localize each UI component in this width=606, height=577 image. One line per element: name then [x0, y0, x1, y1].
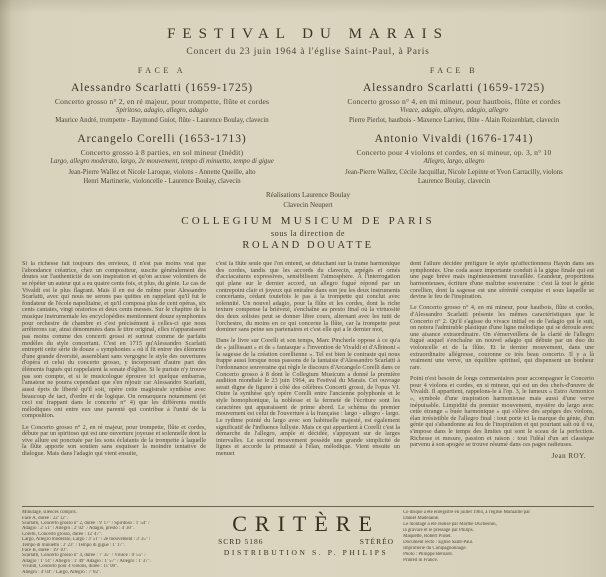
work-performers — [314, 117, 594, 126]
footer-section — [22, 506, 594, 575]
composer-name: Antonio Vivaldi (1676-1741) — [374, 133, 534, 146]
faces-section — [22, 66, 594, 186]
liner-notes-column-2 — [216, 261, 400, 518]
liner-notes-paragraph: Si la richesse fait toujours des envieux, il n'est pas moins vrai que l'abondance créatrice, chez un compositeur, suscite généralement des doutes sur l'authenticité de son inspiration et qu'on accuse volontiers de se répéter un auteur qui a eu quatre cents fois, et plus, du génie. Le cas de Vivaldi est le plus flagrant. Mais il en est de même pour Alessandro Scarlatti, avec qui nous ne serons pas quittes en rappelant qu'il fut le fondateur de l'école napolitaine, et qu'il composa plus de cent opéras, six cents cantates, vingt oratorios et deux cents messes. Sur le chapitre de la musique instrumentale les encyclopédies mentionnent douze symphonies pour orchestre de chambre et c'est précisément à celles-ci que nous arrêterons car, ainsi dénommées dans le titre original, elles n'apparaissent pas moins comme des concerti grossi et surtout comme de parfaits modèles du style concertant. C'est en 1715 qu'Alessandro Scarlatti entreprit cette série de douze « symphonies » où il fit entrer des éléments d'une grande diversité, assemblant sans vergogne le style des ouvertures d'opéra et celui du concerto grosso, y incorporant d'autre part des éléments fugués qui rappelaient la sonate d'église. Si le puriste n'y trouve pas son compte, et si le musicologue éprouve ici quelque embarras, l'amateur ne pourra cependant que s'en réjouir car Alessandro Scarlatti, aussi épris de liberté qu'il soit, opère cette magistrale synthèse avec beaucoup de tact, d'ordre et de logique. On remarquera notamment (et ceci est frappant dans le concerto n° 4) que les différents motifs mélodiques ont entre eux une parenté qui contribue à l'unité de la composition. — [22, 261, 206, 420]
ensemble-block — [22, 215, 594, 251]
work-movements: Allegro, largo, allegro — [423, 158, 485, 166]
work-description: Concerto grosso n° 2, en ré majeur, pour trompette, flûte et cordes — [54, 97, 270, 106]
liner-notes-paragraph: dont l'allure décidée préfigure le style qu'affectionnera Haydn dans ses symphonies. Une coda assez importante conduit à la gigue finale qui est une page brève mais ingénieusement travaillée. Grandeur, proportions harmonieuses, écriture d'une maîtrise souveraine : c'est là tout le génie corellien, dont la sagesse est une sérénité conquise et sous laquelle se devine le feu de l'inspiration. — [410, 261, 594, 301]
realisations-block — [22, 191, 594, 211]
conductor-name: ROLAND DOUATTE — [242, 240, 374, 252]
timing-line: Scarlatti, Concerto grosso n° 2, durée : 9' 17" / Spiritoso : 1' 54" / — [22, 521, 150, 527]
distribution-line: DISTRIBUTION S. P. PHILIPS — [223, 548, 389, 558]
production-credits — [403, 510, 594, 564]
credit-line: Maquette, Robert Pinset. — [403, 534, 452, 540]
work-description: Concerto pour 4 violons et cordes, en si mineur, op. 3, n° 10 — [356, 148, 552, 158]
timing-line: Face A, durée : 22' 12". — [22, 515, 68, 521]
credit-line: Printed in France. — [403, 558, 438, 564]
timing-line: Vivaldi, Concerto pour 4 violons, durée : 11' 00". — [22, 564, 119, 570]
work-performers — [22, 169, 302, 187]
timing-line: Adagio : 2' 51" / Allegro : 2' 02" / Adagio, presto : 4' 30". — [22, 526, 135, 532]
author-signature: Jean ROY. — [551, 452, 586, 461]
album-title: FESTIVAL DU MARAIS — [167, 26, 449, 42]
work-corelli — [22, 133, 302, 186]
work-movements: Vivace, adagio, allegro, adagio, allegro — [399, 107, 509, 114]
performer-line: Jean-Pierre Wallez, Cécile Jacquillat, Nicole Lepinte et Yvon Carracilly, violons — [345, 168, 563, 176]
face-b-section — [314, 66, 594, 186]
timing-line: Adagio : 1' 14" / Allegro : 1' 49" Adagio : 1' 57" / Allegro : 1' 37". — [22, 558, 151, 564]
performer-line: Henri Martinerie, violoncelle - Laurence Boulay, clavecin — [83, 177, 241, 185]
credit-line: Document recto : Église Saint-Paul. — [403, 540, 474, 546]
work-description: Concerto grosso n° 4, en mi mineur, pour hautbois, flûte et cordes — [347, 97, 561, 106]
face-b-label: FACE B — [429, 66, 479, 75]
liner-notes-paragraph: Le Concerto grosso n° 4, en mi mineur, pour hautbois, flûte et cordes, d'Alessandro Scarlatti présente les mêmes caractéristiques que le Concerto n° 2. Qu'il s'agisse du vivace initial ou de l'adagio qui le suit, on notera l'admirable plastique d'une ligne mélodique qui se déroule avec une aisance extraordinaire. On s'émerveillera de la clarté de l'allegro fugué auquel s'enchaîne un nouvel adagio qui débute par un duo du violoncelle et de la flûte. Et le dernier mouvement, dans une extraordinaire allégresse, couronne ce très beau concerto. Il y a là vraiment une verve, un équilibre spirituel, qui dispensent un bonheur rare. — [410, 304, 594, 371]
liner-notes-paragraph: Le Concerto grosso n° 2, en ré majeur, pour trompette, flûte et cordes, débute par un spiritoso qui est une ouverture joyeuse et solennelle dont la vive allure est ponctuée par les sons éclatants de la trompette à laquelle la flûte apporte son soutien sans esquisser la moindre tentative de dialogue. Mais dans l'adagio qui vient ensuite, — [22, 423, 206, 458]
timing-line: Tempo di minuetto : 2' 23" / Tempo di gigue : 1' 17". — [22, 542, 126, 548]
realisations-line: Réalisations Laurence Boulay — [266, 191, 350, 200]
liner-notes-column-3 — [410, 261, 594, 518]
work-movements: Largo, allegro moderato, largo, 2e mouvement, tempo di minuetto, tempo di gigue — [50, 158, 274, 166]
credit-line: Ce disque a été enregistré en juillet 1964, à l'église Mutualité par — [403, 510, 531, 516]
catalog-number: SCRD 5186 — [218, 537, 264, 547]
timing-line: Minutage, silences compris. — [22, 510, 77, 516]
ensemble-direction-label: sous la direction de — [271, 229, 345, 239]
ensemble-name: COLLEGIUM MUSICUM DE PARIS — [181, 215, 435, 228]
credit-line: Daniel Madelaine. — [403, 516, 440, 522]
liner-notes — [22, 261, 594, 518]
concert-subtitle: Concert du 23 juin 1964 à l'église Saint-Paul, à Paris — [186, 47, 430, 57]
work-performers — [22, 117, 302, 126]
timing-line: Scarlatti, Concerto grosso n° 4, durée : 7' 35" / Vivace : 0' 55" / — [22, 553, 146, 559]
work-vivaldi — [314, 133, 594, 186]
composer-name: Alessandro Scarlatti (1659-1725) — [362, 82, 546, 94]
liner-notes-paragraph: Dans le livre sur Corelli et son temps, Marc Pincherle oppose à ce qu'a de « jaillissant » et de « fantasque » l'invention de Vivaldi et d'Albinoni « la sagesse de la création corellienne ». Tel est bien le contraste qui nous frappe aussi lorsque nous passons de la fantaisie d'Alessandro Scarlatti à l'ordonnance souveraine qui règle le discours d'Arcangelo Corelli dans ce Concerto grosso à 8 dont le Collegium Musicum a donné la première audition mondiale le 23 juin 1964, au Festival du Marais. Cet ouvrage serait digne de figurer à côté des célèbres Concerti grossi, de l'opus VI. Outre la synthèse qu'y opère Corelli entre l'ancienne polyphonie et le style homophonique, la noblesse et la fermeté de l'écriture sont les caractères qui apparaissent de prime abord. Le schéma du premier mouvement est celui de l'ouverture à la française : largo - allegro - largo. Le rythme pointé du largo avec son habituelle majesté, est également significatif de l'influence lullyste. Mais ce qui appartient à Corelli c'est la démarche de l'allegro, ample et décidée, s'appuyant sur de larges intervalles. Le second mouvement possède une grande simplicité de lignes et accorde la primauté à l'élan, mélodique. Vient ensuite un menuet — [216, 337, 400, 458]
timing-line: Face B, durée : 19' 10". — [22, 548, 68, 554]
liner-notes-paragraph: c'est la flûte seule que l'on entend, se détachant sur la trame harmonique des cordes, tandis que les accords du clavecin, arpégés et ornés d'acciacatures expressives, sensibilisent l'atmosphère. À l'interrogation qui plane sur le dernier accord, un allegro fugué répond par un contrepoint clair et joyeux qui entraîne dans son jeu les deux instruments concertants, cédant toutefois le pas à la trompette qui conclut avec solennité. Un nouvel adagio, pour la flûte et les cordes, dont la riche texture compense la brièveté, s'enchaîne au presto final où la virtuosité des deux solistes peut se donner libre cours, alternant avec les tutti de l'orchestre, du moins en ce qui concerne la flûte, car la trompette peut dominer sans peine ses partenaires et c'est elle qui a le dernier mot, — [216, 261, 400, 334]
face-a-section — [22, 66, 302, 186]
performer-line: Maurice André, trompette - Raymond Guiot, flûte - Laurence Boulay, clavecin — [55, 117, 269, 125]
credit-line: Photo : Philippe Bernard. — [403, 552, 453, 558]
composer-name: Alessandro Scarlatti (1659-1725) — [70, 82, 254, 94]
credit-line: Imprimerie du Compagnonnage. — [403, 546, 467, 552]
harpsichord-credit-line: Clavecin Neupert — [283, 201, 333, 210]
composer-name: Arcangelo Corelli (1653-1713) — [77, 133, 247, 146]
credit-line: Le montage a été réalisé par Marthe Duchesnin, — [403, 522, 497, 528]
performer-line: Jean-Pierre Wallez et Nicole Laroque, violons - Annette Queille, alto — [68, 168, 256, 176]
record-label-block — [218, 510, 394, 557]
record-label-name: CRITÈRE — [232, 511, 380, 537]
liner-notes-column-1 — [22, 261, 206, 518]
work-scarlatti-4 — [314, 82, 594, 126]
timing-line: Allegro : 4' 04" / Largo, Allegro : 7' 02". — [22, 569, 102, 575]
face-a-label: FACE A — [137, 66, 187, 75]
timing-line: Corelli, Concerto grosso, durée : 12' 47". — [22, 531, 103, 537]
credit-line: la gravure et le pressage par Philips. — [403, 528, 474, 534]
work-description: Concerto grosso à 8 parties, en sol mineur (Inédit) — [80, 148, 244, 158]
work-movements: Spiritoso, adagio, allegro, adagio — [116, 107, 208, 114]
catalog-row — [218, 537, 394, 546]
stereo-badge: STÉRÉO — [359, 537, 395, 547]
timing-line: Largo, Allegro moderato, Largo : 3' 51" / 2e mouvement : 3' 35" / — [22, 537, 151, 543]
performer-line: Laurence Boulay, clavecin — [417, 177, 491, 185]
timing-notes — [22, 510, 209, 575]
work-scarlatti-2 — [22, 82, 302, 126]
liner-notes-paragraph: Point n'est besoin de longs commentaires pour accompagner le Concerto pour 4 violons et cordes, en si mineur, qui est un des chefs-d'œuvre de Vivaldi. Il appartient, rappelons-le à l'op. 3, le fameux « Estro Armonico », symbole d'une inspiration harmonieuse mais aussi d'une verve inépuisable. Limpidité du premier mouvement, mystère du largo avec cette étrange « buée harmonique » qui s'élève des arpèges des violons, élan irrésistible de l'allegro final : tout porte ici la marque du génie, d'un génie qui s'abandonne au feu de l'inspiration et qui pourtant sait où il va, s'impose dans le temps des limites qui sont le sceau de la perfection. Richesse et mesure, passion et raison : tout l'idéal d'un art classique parvenu à son apogée se trouve résumé dans ces pages radieuses. — [410, 375, 594, 449]
work-performers — [314, 169, 594, 187]
performer-line: Pierre Pierlot, hautbois - Maxence Larrieu, flûte - Alain Roizenblatt, clavecin — [348, 117, 560, 125]
liner-notes-paragraphs — [410, 261, 594, 449]
